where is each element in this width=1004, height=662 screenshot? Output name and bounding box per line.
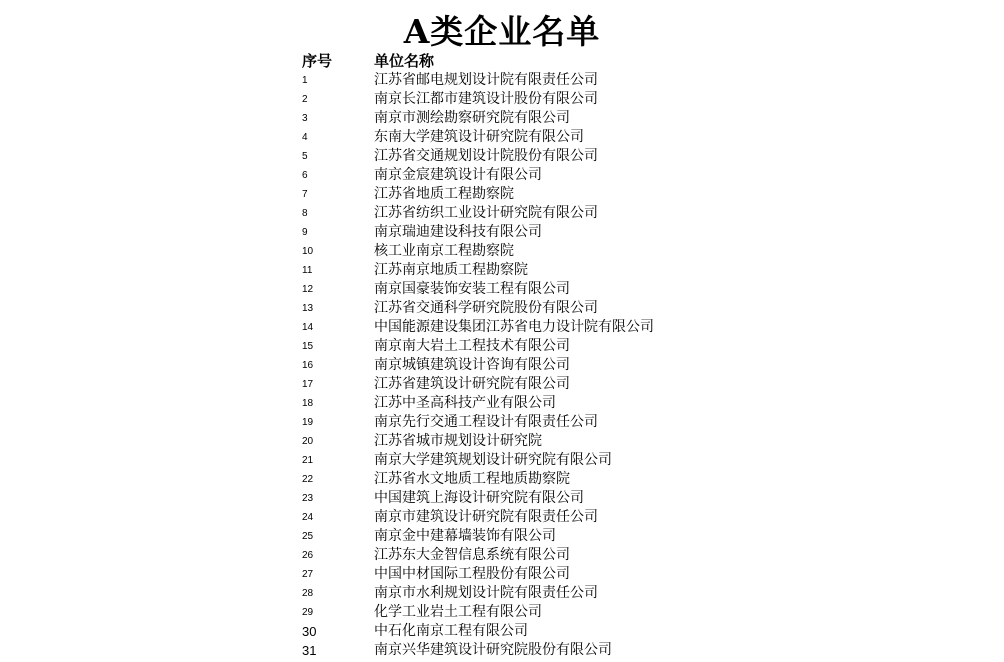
table-row: [0, 128, 1004, 147]
table-row: [0, 527, 1004, 546]
row-index: 17: [302, 379, 314, 390]
table-row: [0, 109, 1004, 128]
company-name: 南京大学建筑规划设计研究院有限公司: [374, 452, 612, 468]
company-name: 化学工业岩土工程有限公司: [374, 604, 542, 620]
company-name: 中国建筑上海设计研究院有限公司: [374, 490, 584, 506]
row-index: 30: [302, 624, 317, 639]
table-row: [0, 204, 1004, 223]
row-index: 3: [302, 113, 308, 124]
company-name: 江苏省纺织工业设计研究院有限公司: [374, 205, 598, 221]
company-name: 江苏省邮电规划设计院有限责任公司: [374, 72, 598, 88]
company-name: 南京长江都市建筑设计股份有限公司: [374, 91, 598, 107]
row-index: 22: [302, 474, 314, 485]
company-name: 核工业南京工程勘察院: [374, 243, 514, 259]
company-name: 江苏东大金智信息系统有限公司: [374, 547, 570, 563]
row-index: 27: [302, 569, 314, 580]
company-name: 中国中材国际工程股份有限公司: [374, 566, 570, 582]
company-name: 中石化南京工程有限公司: [374, 623, 528, 639]
row-index: 1: [302, 75, 308, 86]
company-name: 南京金宸建筑设计有限公司: [374, 167, 542, 183]
table-row: [0, 261, 1004, 280]
row-index: 24: [302, 512, 314, 523]
table-row: [0, 546, 1004, 565]
table-header: [0, 52, 1004, 71]
table-row: [0, 280, 1004, 299]
row-index: 20: [302, 436, 314, 447]
row-index: 11: [302, 265, 313, 276]
company-name: 东南大学建筑设计研究院有限公司: [374, 129, 584, 145]
table-row: [0, 90, 1004, 109]
table-row: [0, 470, 1004, 489]
row-index: 18: [302, 398, 314, 409]
row-index: 19: [302, 417, 314, 428]
table-row: [0, 489, 1004, 508]
company-name: 中国能源建设集团江苏省电力设计院有限公司: [374, 319, 654, 335]
company-name: 南京先行交通工程设计有限责任公司: [374, 414, 598, 430]
table-row: [0, 318, 1004, 337]
company-name: 南京南大岩土工程技术有限公司: [374, 338, 570, 354]
company-name: 江苏省城市规划设计研究院: [374, 433, 542, 449]
table-row: [0, 242, 1004, 261]
company-name: 南京瑞迪建设科技有限公司: [374, 224, 542, 240]
row-index: 6: [302, 170, 308, 181]
row-index: 5: [302, 151, 308, 162]
row-index: 2: [302, 94, 308, 105]
company-name: 南京市水利规划设计院有限责任公司: [374, 585, 598, 601]
table-row: [0, 337, 1004, 356]
table-row: [0, 413, 1004, 432]
row-index: 13: [302, 303, 314, 314]
company-name: 江苏省地质工程勘察院: [374, 186, 514, 202]
table-row: [0, 584, 1004, 603]
row-index: 29: [302, 607, 314, 618]
company-name: 南京市测绘勘察研究院有限公司: [374, 110, 570, 126]
table-row: [0, 603, 1004, 622]
company-list: [0, 71, 1004, 660]
company-name: 江苏省交通规划设计院股份有限公司: [374, 148, 598, 164]
company-name: 江苏中圣高科技产业有限公司: [374, 395, 556, 411]
row-index: 7: [302, 189, 308, 200]
table-row: [0, 565, 1004, 584]
company-name: 江苏省建筑设计研究院有限公司: [374, 376, 570, 392]
row-index: 28: [302, 588, 314, 599]
table-row: [0, 394, 1004, 413]
page-title: A类企业名单: [403, 12, 601, 51]
company-name: 江苏南京地质工程勘察院: [374, 262, 528, 278]
table-row: [0, 185, 1004, 204]
row-index: 9: [302, 227, 308, 238]
company-name: 南京兴华建筑设计研究院股份有限公司: [374, 642, 612, 658]
column-header-name: 单位名称: [374, 52, 435, 70]
column-header-index: 序号: [302, 52, 333, 70]
company-name: 南京市建筑设计研究院有限责任公司: [374, 509, 598, 525]
row-index: 4: [302, 132, 308, 143]
row-index: 16: [302, 360, 314, 371]
row-index: 25: [302, 531, 314, 542]
company-name: 南京国豪装饰安装工程有限公司: [374, 281, 570, 297]
table-row: [0, 641, 1004, 660]
row-index: 26: [302, 550, 314, 561]
company-name: 南京金中建幕墙装饰有限公司: [374, 528, 556, 544]
row-index: 12: [302, 284, 314, 295]
table-row: [0, 375, 1004, 394]
table-row: [0, 299, 1004, 318]
table-row: [0, 147, 1004, 166]
row-index: 21: [302, 455, 314, 466]
row-index: 15: [302, 341, 314, 352]
row-index: 8: [302, 208, 308, 219]
table-row: [0, 223, 1004, 242]
company-name: 江苏省交通科学研究院股份有限公司: [374, 300, 598, 316]
table-row: [0, 508, 1004, 527]
row-index: 14: [302, 322, 314, 333]
table-row: [0, 451, 1004, 470]
company-name: 江苏省水文地质工程地质勘察院: [374, 471, 570, 487]
table-row: [0, 622, 1004, 641]
table-row: [0, 166, 1004, 185]
table-row: [0, 356, 1004, 375]
row-index: 23: [302, 493, 314, 504]
row-index: 10: [302, 246, 314, 257]
table-row: [0, 71, 1004, 90]
row-index: 31: [302, 643, 317, 658]
table-row: [0, 432, 1004, 451]
company-name: 南京城镇建筑设计咨询有限公司: [374, 357, 570, 373]
